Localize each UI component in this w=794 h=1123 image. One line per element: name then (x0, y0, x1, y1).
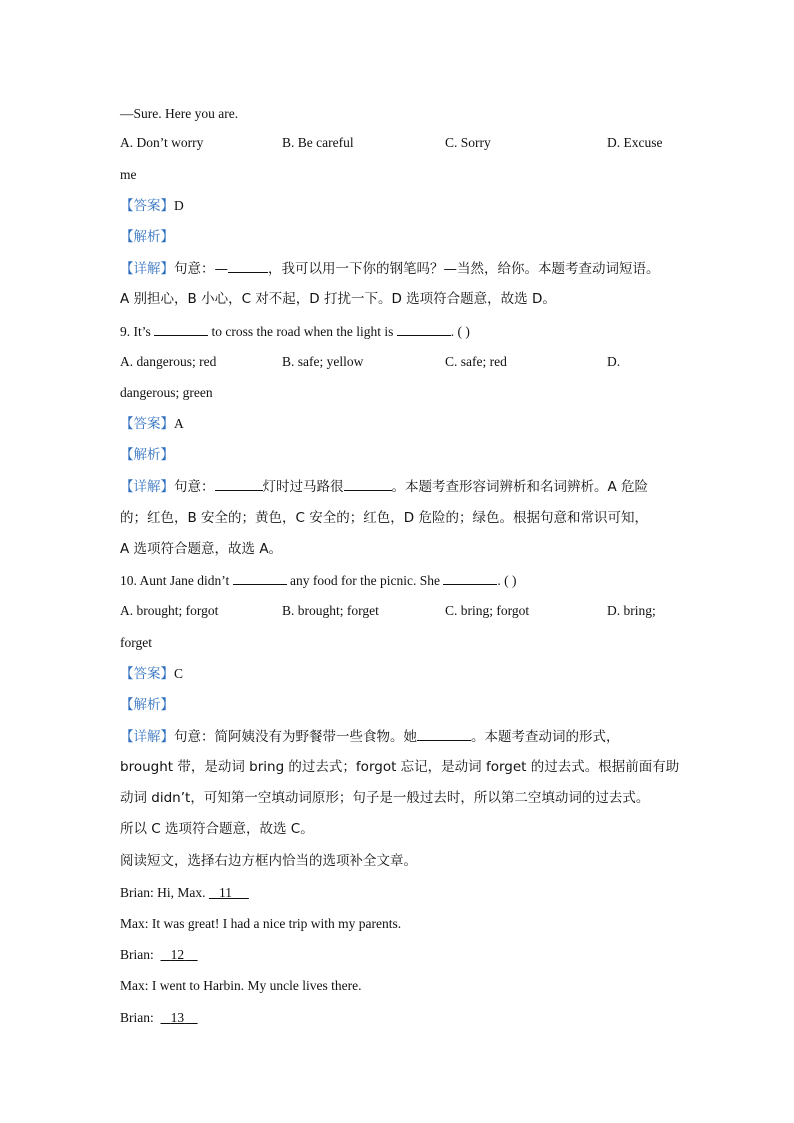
q8-analysis-tag: 【解析】 (120, 229, 174, 245)
q10-option-c: C. bring; forgot (445, 603, 530, 618)
q8-option-b: B. Be careful (282, 135, 354, 150)
q8-reply: —Sure. Here you are. (120, 106, 239, 121)
answer-tag: 【答案】 (120, 416, 174, 432)
speaker: Brian: (120, 1010, 154, 1025)
q10-detail-line-2: brought 带，是动词 bring 的过去式；forgot 忘记，是动词 forget 的过去式。根据前面有助 (120, 759, 680, 775)
speaker: Brian: (120, 885, 154, 900)
detail-tag: 【详解】 (120, 729, 174, 745)
blank-line (443, 571, 497, 585)
q10-option-d: D. bring; (607, 603, 656, 618)
q9-option-d: D. (607, 354, 621, 369)
blank-line (417, 727, 471, 741)
q9-answer: A (174, 416, 184, 431)
q9-detail-line-3: A 选项符合题意，故选 A。 (120, 541, 283, 557)
q9-stem: 9. It’s to cross the road when the light is . ( ) (120, 324, 470, 339)
blank-line (215, 477, 263, 491)
q8-option-d: D. Excuse (607, 135, 663, 150)
q10-detail-line-3: 动词 didn’t，可知第一空填动词原形；句子是一般过去时，所以第二空填动词的过去式。 (120, 790, 650, 806)
q10-option-a: A. brought; forgot (120, 603, 219, 618)
q9-option-a: A. dangerous; red (120, 354, 217, 369)
blank-line (154, 322, 208, 336)
q8-option-c: C. Sorry (445, 135, 491, 150)
q8-detail-line-1: 【详解】句意：— ，我可以用一下你的钢笔吗？—当然，给你。本题考查动词短语。 (120, 261, 660, 277)
detail-tag: 【详解】 (120, 261, 174, 277)
q10-detail-line-4: 所以 C 选项符合题意，故选 C。 (120, 821, 314, 837)
blank-line (228, 259, 268, 273)
dialogue-line-4: Max: I went to Harbin. My uncle lives there. (120, 978, 362, 993)
q9-option-wrap: dangerous; green (120, 385, 213, 400)
q8-detail-line-2: A 别担心，B 小心，C 对不起，D 打扰一下。D 选项符合题意，故选 D。 (120, 291, 556, 307)
q8-answer: D (174, 198, 184, 213)
q8-answer-line (120, 197, 184, 215)
answer-tag: 【答案】 (120, 666, 174, 682)
q8-option-wrap: me (120, 167, 137, 182)
q9-detail-line-2: 的；红色，B 安全的；黄色，C 安全的；红色，D 危险的；绿色。根据句意和常识可知， (120, 510, 648, 526)
speaker: Brian: (120, 947, 154, 962)
dialogue-line-3 (120, 946, 198, 964)
blank-line (344, 477, 392, 491)
q9-option-c: C. safe; red (445, 354, 507, 369)
blank-line (233, 571, 287, 585)
detail-tag: 【详解】 (120, 479, 174, 495)
q10-answer: C (174, 666, 184, 681)
q10-option-b: B. brought; forget (282, 603, 379, 618)
q10-option-wrap: forget (120, 635, 152, 650)
dialogue-line-2: Max: It was great! I had a nice trip with my parents. (120, 916, 402, 931)
q10-detail-line-1: 【详解】句意：简阿姨没有为野餐带一些食物。她 。本题考查动词的形式， (120, 729, 620, 745)
q10-answer-line (120, 665, 183, 683)
q9-answer-line (120, 415, 184, 433)
dialogue-blank-11: 11 (219, 885, 232, 900)
dialogue-line-1: Brian: Hi, Max. 11 (120, 884, 249, 902)
blank-line (397, 322, 451, 336)
q10-stem: 10. Aunt Jane didn’t any food for the picnic. She . ( ) (120, 573, 517, 588)
dialogue-blank-12: 12 (170, 947, 185, 962)
q9-analysis-tag: 【解析】 (120, 447, 174, 463)
dialogue-blank-13: 13 (170, 1010, 185, 1025)
speaker: Max: (120, 916, 149, 931)
q9-detail-line-1: 【详解】句意： 灯时过马路很 。本题考查形容词辨析和名词辨析。A 危险 (120, 479, 649, 495)
answer-tag: 【答案】 (120, 198, 174, 214)
reading-instruction: 阅读短文，选择右边方框内恰当的选项补全文章。 (120, 853, 417, 869)
dialogue-line-5 (120, 1009, 198, 1027)
q8-option-a: A. Don’t worry (120, 135, 204, 150)
q9-option-b: B. safe; yellow (282, 354, 364, 369)
q10-analysis-tag: 【解析】 (120, 697, 174, 713)
speaker: Max: (120, 978, 149, 993)
